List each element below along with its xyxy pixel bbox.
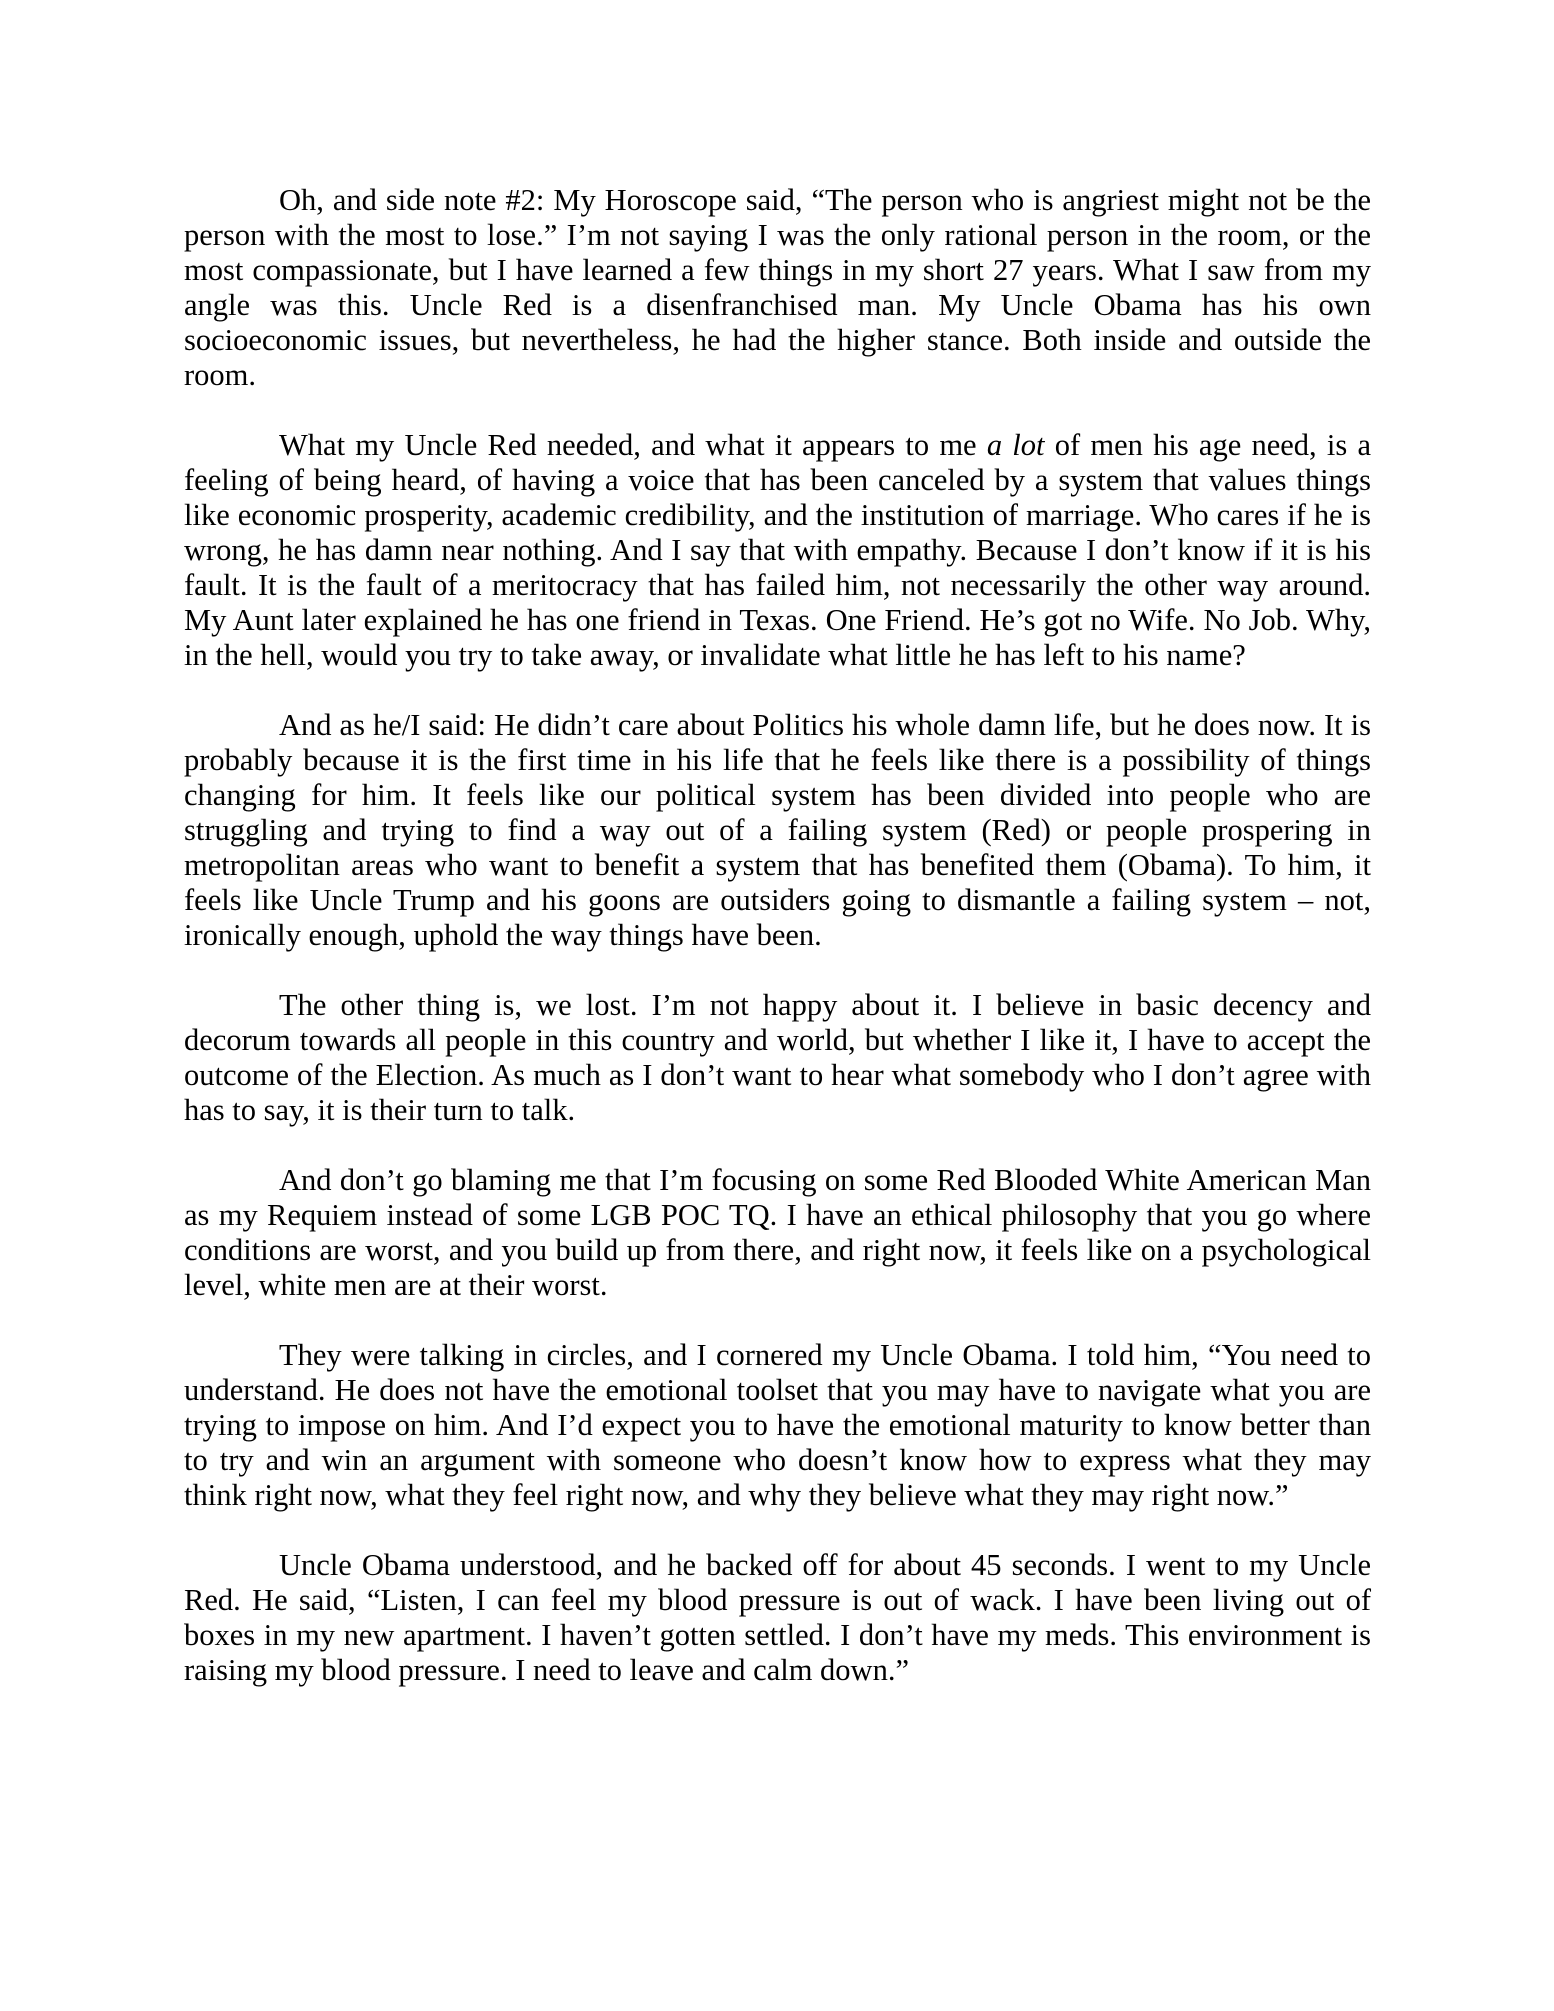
- paragraph-7: [184, 1548, 1371, 1688]
- paragraph-1: [184, 183, 1371, 393]
- paragraph-3: [184, 708, 1371, 953]
- paragraph-6: [184, 1338, 1371, 1513]
- text-run: They were talking in circles, and I cornered my Uncle Obama. I told him, “You need to understand. He does not have the emotional toolset that you may have to navigate what you are trying to impose on him. And I’d expect you to have the emotional maturity to know better than to try and win an argument with someone who doesn’t know how to express what they may think right now, what they feel right now, and why they believe what they may right now.”: [184, 1338, 1371, 1512]
- text-run: of men his age need, is a feeling of being heard, of having a voice that has been canceled by a system that values things like economic prosperity, academic credibility, and the institution of marriage. Who cares if he is wrong, he has damn near nothing. And I say that with empathy. Because I don’t know if it is his fault. It is the fault of a meritocracy that has failed him, not necessarily the other way around. My Aunt later explained he has one friend in Texas. One Friend. He’s got no Wife. No Job. Why, in the hell, would you try to take away, or invalidate what little he has left to his name?: [184, 428, 1371, 672]
- document-body: [184, 183, 1371, 1688]
- text-run: And as he/I said: He didn’t care about Politics his whole damn life, but he does now. It is probably because it is the first time in his life that he feels like there is a possibility of things changing for him. It feels like our political system has been divided into people who are struggling and trying to find a way out of a failing system (Red) or people prospering in metropolitan areas who want to benefit a system that has benefited them (Obama). To him, it feels like Uncle Trump and his goons are outsiders going to dismantle a failing system – not, ironically enough, uphold the way things have been.: [184, 708, 1371, 952]
- paragraph-2: [184, 428, 1371, 673]
- text-run: And don’t go blaming me that I’m focusing on some Red Blooded White American Man as my Requiem instead of some LGB POC TQ. I have an ethical philosophy that you go where conditions are worst, and you build up from there, and right now, it feels like on a psychological level, white men are at their worst.: [184, 1163, 1371, 1302]
- text-run: Uncle Obama understood, and he backed off for about 45 seconds. I went to my Uncle Red. He said, “Listen, I can feel my blood pressure is out of wack. I have been living out of boxes in my new apartment. I haven’t gotten settled. I don’t have my meds. This environment is raising my blood pressure. I need to leave and calm down.”: [184, 1548, 1371, 1687]
- paragraph-4: [184, 988, 1371, 1128]
- text-run: Oh, and side note #2: My Horoscope said, “The person who is angriest might not be the person with the most to lose.” I’m not saying I was the only rational person in the room, or the most compassionate, but I have learned a few things in my short 27 years. What I saw from my angle was this. Uncle Red is a disenfranchised man. My Uncle Obama has his own socioeconomic issues, but nevertheless, he had the higher stance. Both inside and outside the room.: [184, 183, 1371, 392]
- text-run: What my Uncle Red needed, and what it appears to me: [279, 428, 987, 462]
- italic-text-run: a lot: [986, 428, 1045, 462]
- paragraph-5: [184, 1163, 1371, 1303]
- text-run: The other thing is, we lost. I’m not happy about it. I believe in basic decency and decorum towards all people in this country and world, but whether I like it, I have to accept the outcome of the Election. As much as I don’t want to hear what somebody who I don’t agree with has to say, it is their turn to talk.: [184, 988, 1371, 1127]
